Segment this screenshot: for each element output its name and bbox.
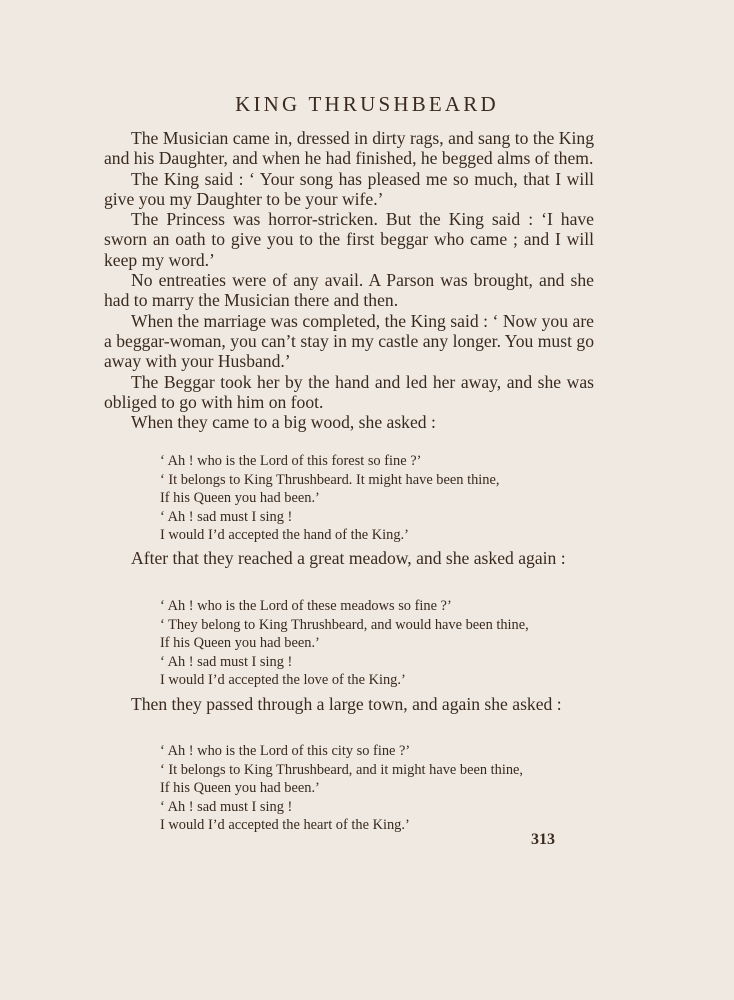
- paragraph: The Beggar took her by the hand and led her away, and she was obliged to go with him on foot.: [104, 371, 594, 412]
- verse-line: I would I’d accepted the love of the King.’: [160, 672, 406, 688]
- verse-line: ‘ Ah ! who is the Lord of this city so fine ?’: [160, 743, 411, 759]
- verse-line: ‘ It belongs to King Thrushbeard, and it might have been thine,: [160, 761, 524, 778]
- verse-stanza-1: [160, 452, 600, 545]
- paragraph: The Princess was horror-stricken. But the King said : ‘I have sworn an oath to give you to the first beggar who came ; and I will keep my word.’: [104, 209, 594, 270]
- verse-line: ‘ They belong to King Thrushbeard, and would have been thine,: [160, 616, 529, 633]
- paragraph: The King said : ‘ Your song has pleased me so much, that I will give you my Daughter to be your wife.’: [104, 168, 594, 209]
- verse-line: If his Queen you had been.’: [160, 490, 320, 506]
- verse-line: ‘ Ah ! sad must I sing !: [160, 653, 293, 670]
- paragraph: When they came to a big wood, she asked :: [131, 412, 436, 433]
- running-title: KING THRUSHBEARD: [235, 92, 499, 116]
- paragraph: Then they passed through a large town, and again she asked :: [131, 694, 562, 714]
- paragraph: The Musician came in, dressed in dirty rags, and sang to the King and his Daughter, and when he had finished, he begged alms of them.: [104, 128, 594, 169]
- verse-line: ‘ Ah ! sad must I sing !: [160, 798, 293, 815]
- prose-block-top: [104, 128, 594, 432]
- verse-line: ‘ Ah ! sad must I sing !: [160, 508, 293, 525]
- verse-line: ‘ Ah ! who is the Lord of this forest so fine ?’: [160, 453, 422, 469]
- verse-line: ‘ It belongs to King Thrushbeard. It might have been thine,: [160, 471, 500, 488]
- paragraph: After that they reached a great meadow, and she asked again :: [131, 548, 566, 568]
- prose-block-middle: [104, 548, 594, 568]
- verse-line: If his Queen you had been.’: [160, 635, 320, 651]
- paragraph: When the marriage was completed, the King said : ‘ Now you are a beggar-woman, you can’t stay in my castle any longer. You must go away with your Husband.’: [104, 310, 594, 372]
- page-number: 313: [531, 831, 555, 848]
- verse-line: If his Queen you had been.’: [160, 780, 320, 796]
- verse-line: I would I’d accepted the heart of the King.’: [160, 817, 410, 833]
- verse-stanza-3: [160, 742, 600, 835]
- paragraph: No entreaties were of any avail. A Parson was brought, and she had to marry the Musician there and then.: [104, 270, 594, 311]
- prose-block-bottom: [104, 694, 594, 714]
- verse-line: ‘ Ah ! who is the Lord of these meadows so fine ?’: [160, 598, 452, 614]
- verse-stanza-2: [160, 597, 600, 690]
- verse-line: I would I’d accepted the hand of the King.’: [160, 527, 409, 543]
